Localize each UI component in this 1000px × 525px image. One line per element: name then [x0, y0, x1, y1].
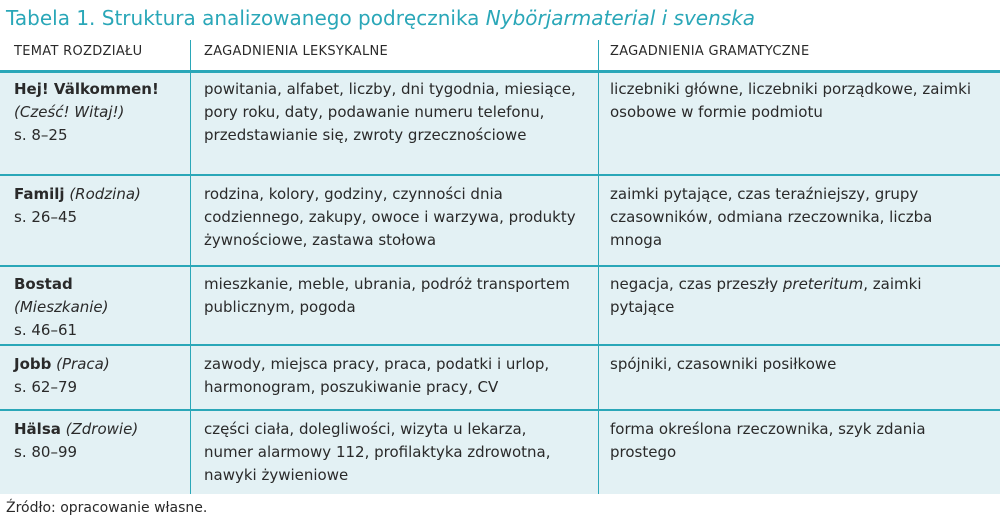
row-5-pages: s. 80–99: [14, 443, 78, 461]
header-topic: TEMAT ROZDZIAŁU: [14, 44, 143, 59]
row-3-translation: (Mieszkanie): [14, 298, 109, 316]
row-5-grammar: forma określona rzeczownika, szyk zdania prostego: [610, 420, 926, 461]
row-5-lexical: części ciała, dolegliwości, wizyta u lekarza, numer alarmowy 112, profilaktyka zdrowotna, nawyki żywieniowe: [204, 420, 551, 484]
header-lexical: ZAGADNIENIA LEKSYKALNE: [204, 44, 389, 59]
row-3-topic-cell: [14, 273, 184, 342]
row-4-lexical: zawody, miejsca pracy, praca, podatki i urlop, harmonogram, poszukiwanie pracy, CV: [204, 355, 550, 396]
row-2-pages: s. 26–45: [14, 208, 78, 226]
row-1-lexical: powitania, alfabet, liczby, dni tygodnia, miesiące, pory roku, daty, podawanie numeru telefonu, przedstawianie się, zwroty grzecznościowe: [204, 80, 576, 144]
row-4-translation: (Praca): [56, 355, 110, 373]
row-1-topic: Hej! Välkommen!: [14, 80, 159, 98]
column-divider: [190, 40, 191, 494]
row-2-lexical: rodzina, kolory, godziny, czynności dnia codziennego, zakupy, owoce i warzywa, produkty żywnościowe, zastawa stołowa: [204, 185, 576, 249]
row-3-grammar-pre: negacja, czas przeszły: [610, 275, 783, 293]
row-4-topic: Jobb: [14, 355, 52, 373]
row-5-translation: (Zdrowie): [65, 420, 139, 438]
row-3-topic: Bostad: [14, 275, 73, 293]
row-4-topic-cell: [14, 353, 184, 399]
source-note: Źródło: opracowanie własne.: [6, 500, 208, 516]
row-2-translation: (Rodzina): [69, 185, 141, 203]
table-title: [6, 4, 755, 32]
row-1-pages: s. 8–25: [14, 126, 68, 144]
row-5-topic: Hälsa: [14, 420, 61, 438]
table-title-book: Nybörjarmaterial i svenska: [485, 6, 756, 30]
row-4-grammar: spójniki, czasowniki posiłkowe: [610, 355, 837, 373]
table-title-text: Tabela 1. Struktura analizowanego podręcznika: [6, 6, 486, 30]
row-3-grammar: [610, 273, 980, 319]
row-5-topic-cell: [14, 418, 184, 464]
row-3-pages: s. 46–61: [14, 321, 78, 339]
row-2-grammar: zaimki pytające, czas teraźniejszy, grupy czasowników, odmiana rzeczownika, liczba mnoga: [610, 185, 933, 249]
row-2-topic: Familj: [14, 185, 65, 203]
row-1-translation: (Cześć! Witaj!): [14, 103, 125, 121]
row-3-grammar-term: preteritum: [782, 275, 864, 293]
row-1-topic-cell: [14, 78, 184, 147]
header-grammar: ZAGADNIENIA GRAMATYCZNE: [610, 44, 810, 59]
row-3-lexical: mieszkanie, meble, ubrania, podróż transportem publicznym, pogoda: [204, 275, 570, 316]
column-divider: [598, 40, 599, 494]
row-3-grammar-post: , zaimki pytające: [610, 275, 922, 316]
row-1-grammar: liczebniki główne, liczebniki porządkowe, zaimki osobowe w formie podmiotu: [610, 80, 972, 121]
row-4-pages: s. 62–79: [14, 378, 78, 396]
row-2-topic-cell: [14, 183, 184, 229]
